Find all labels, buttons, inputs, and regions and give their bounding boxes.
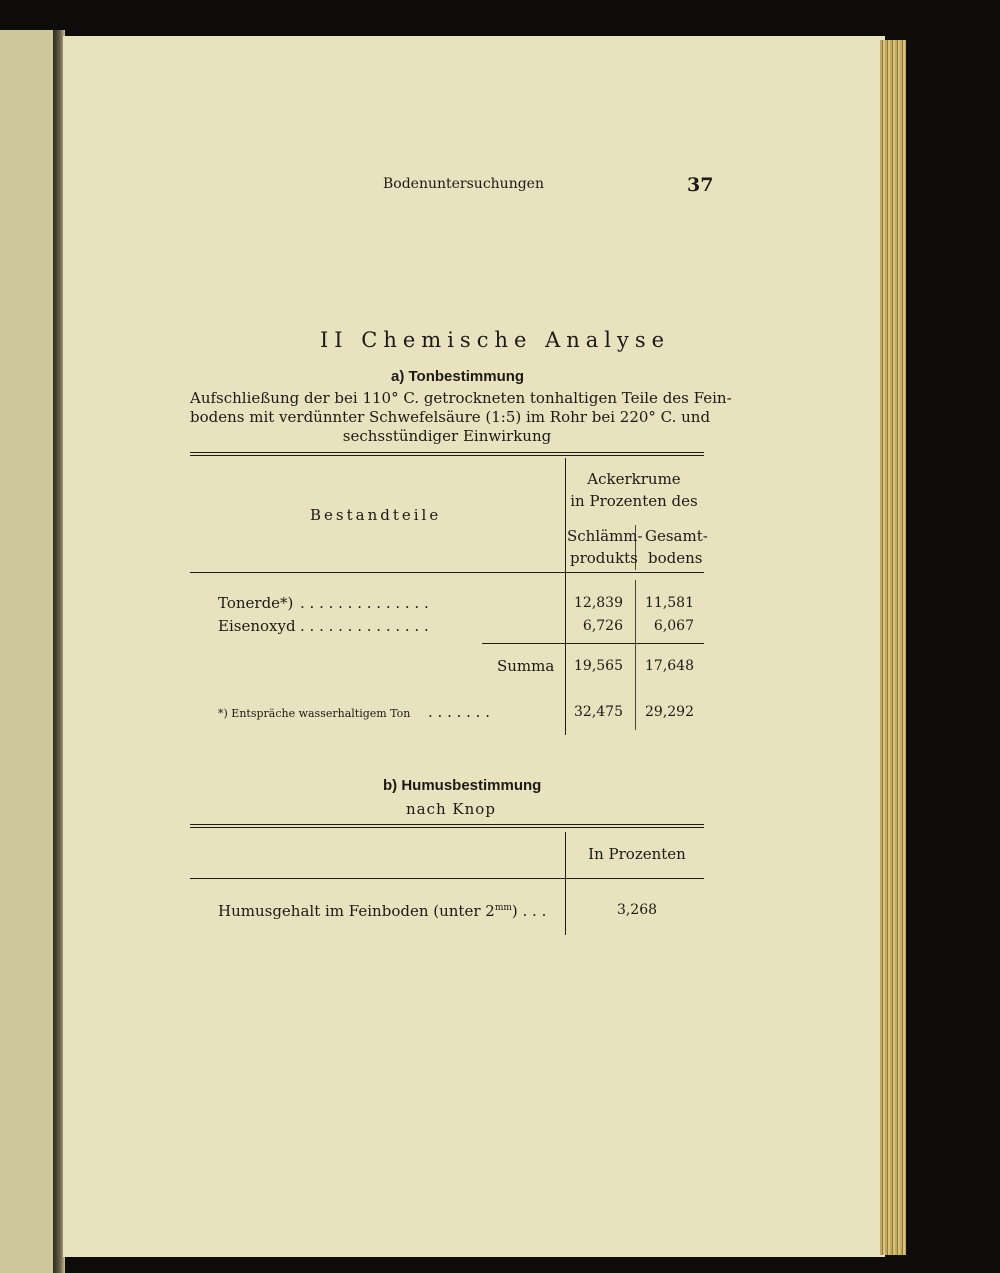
row-tonerde-dots: . . . . . . . . . . . . . . <box>300 594 429 612</box>
sum-label: Summa <box>497 657 555 675</box>
desc-line-2: bodens mit verdünnter Schwefelsäure (1:5) im Rohr bei 220° C. und <box>190 408 711 426</box>
section-title: II Chemische Analyse <box>320 328 671 352</box>
page-number: 37 <box>687 174 714 196</box>
table-a-header-rule <box>190 572 704 573</box>
footnote-dots: . . . . . . . <box>428 703 490 721</box>
page-edges <box>880 40 906 1255</box>
row-tonerde-v1: 12,839 <box>574 595 623 611</box>
part-a-title: a) Tonbestimmung <box>391 368 525 385</box>
sub-header-2b: bodens <box>648 549 703 567</box>
sub-header-2a: Gesamt- <box>645 527 708 545</box>
row-eisenoxyd-v1: 6,726 <box>582 618 623 634</box>
running-title: Bodenuntersuchungen <box>383 176 544 192</box>
humus-value: 3,268 <box>616 902 658 918</box>
row-tonerde-label: Tonerde*) <box>218 594 294 612</box>
table-b-col-header: In Prozenten <box>588 845 686 863</box>
footnote-v2: 29,292 <box>645 704 694 720</box>
footnote-label: *) Entspräche wasserhaltigem Ton <box>218 707 411 720</box>
table-b-header-rule <box>190 878 704 879</box>
part-b-title: b) Humusbestimmung <box>383 777 542 794</box>
table-a-top-rule <box>190 452 704 456</box>
book-page <box>63 36 885 1257</box>
table-b-top-rule <box>190 824 704 828</box>
row-eisenoxyd-v2: 6,067 <box>653 618 694 634</box>
sum-rule <box>482 643 704 644</box>
part-b-subtitle: nach Knop <box>406 800 496 818</box>
desc-line-1: Aufschließung der bei 110° C. getrockneten tonhaltigen Teile des Fein- <box>190 389 732 407</box>
desc-line-3: sechsstündiger Einwirkung <box>342 427 552 445</box>
group-header-1: Ackerkrume <box>587 470 681 488</box>
left-page-edge <box>0 30 55 1273</box>
row-eisenoxyd-label: Eisenoxyd <box>218 617 296 635</box>
sub-header-1a: Schlämm- <box>567 527 643 545</box>
sum-v1: 19,565 <box>574 658 623 674</box>
humus-row-label: Humusgehalt im Feinboden (unter $2^{mm}$) . . . <box>218 902 547 920</box>
col-label-bestandteile: Bestandteile <box>310 506 442 524</box>
group-header-2: in Prozenten des <box>570 492 698 510</box>
sum-v2: 17,648 <box>645 658 694 674</box>
footnote-v1: 32,475 <box>574 704 623 720</box>
row-tonerde-v2: 11,581 <box>645 595 694 611</box>
sub-header-1b: produkts <box>570 549 638 567</box>
row-eisenoxyd-dots: . . . . . . . . . . . . . . <box>300 617 429 635</box>
